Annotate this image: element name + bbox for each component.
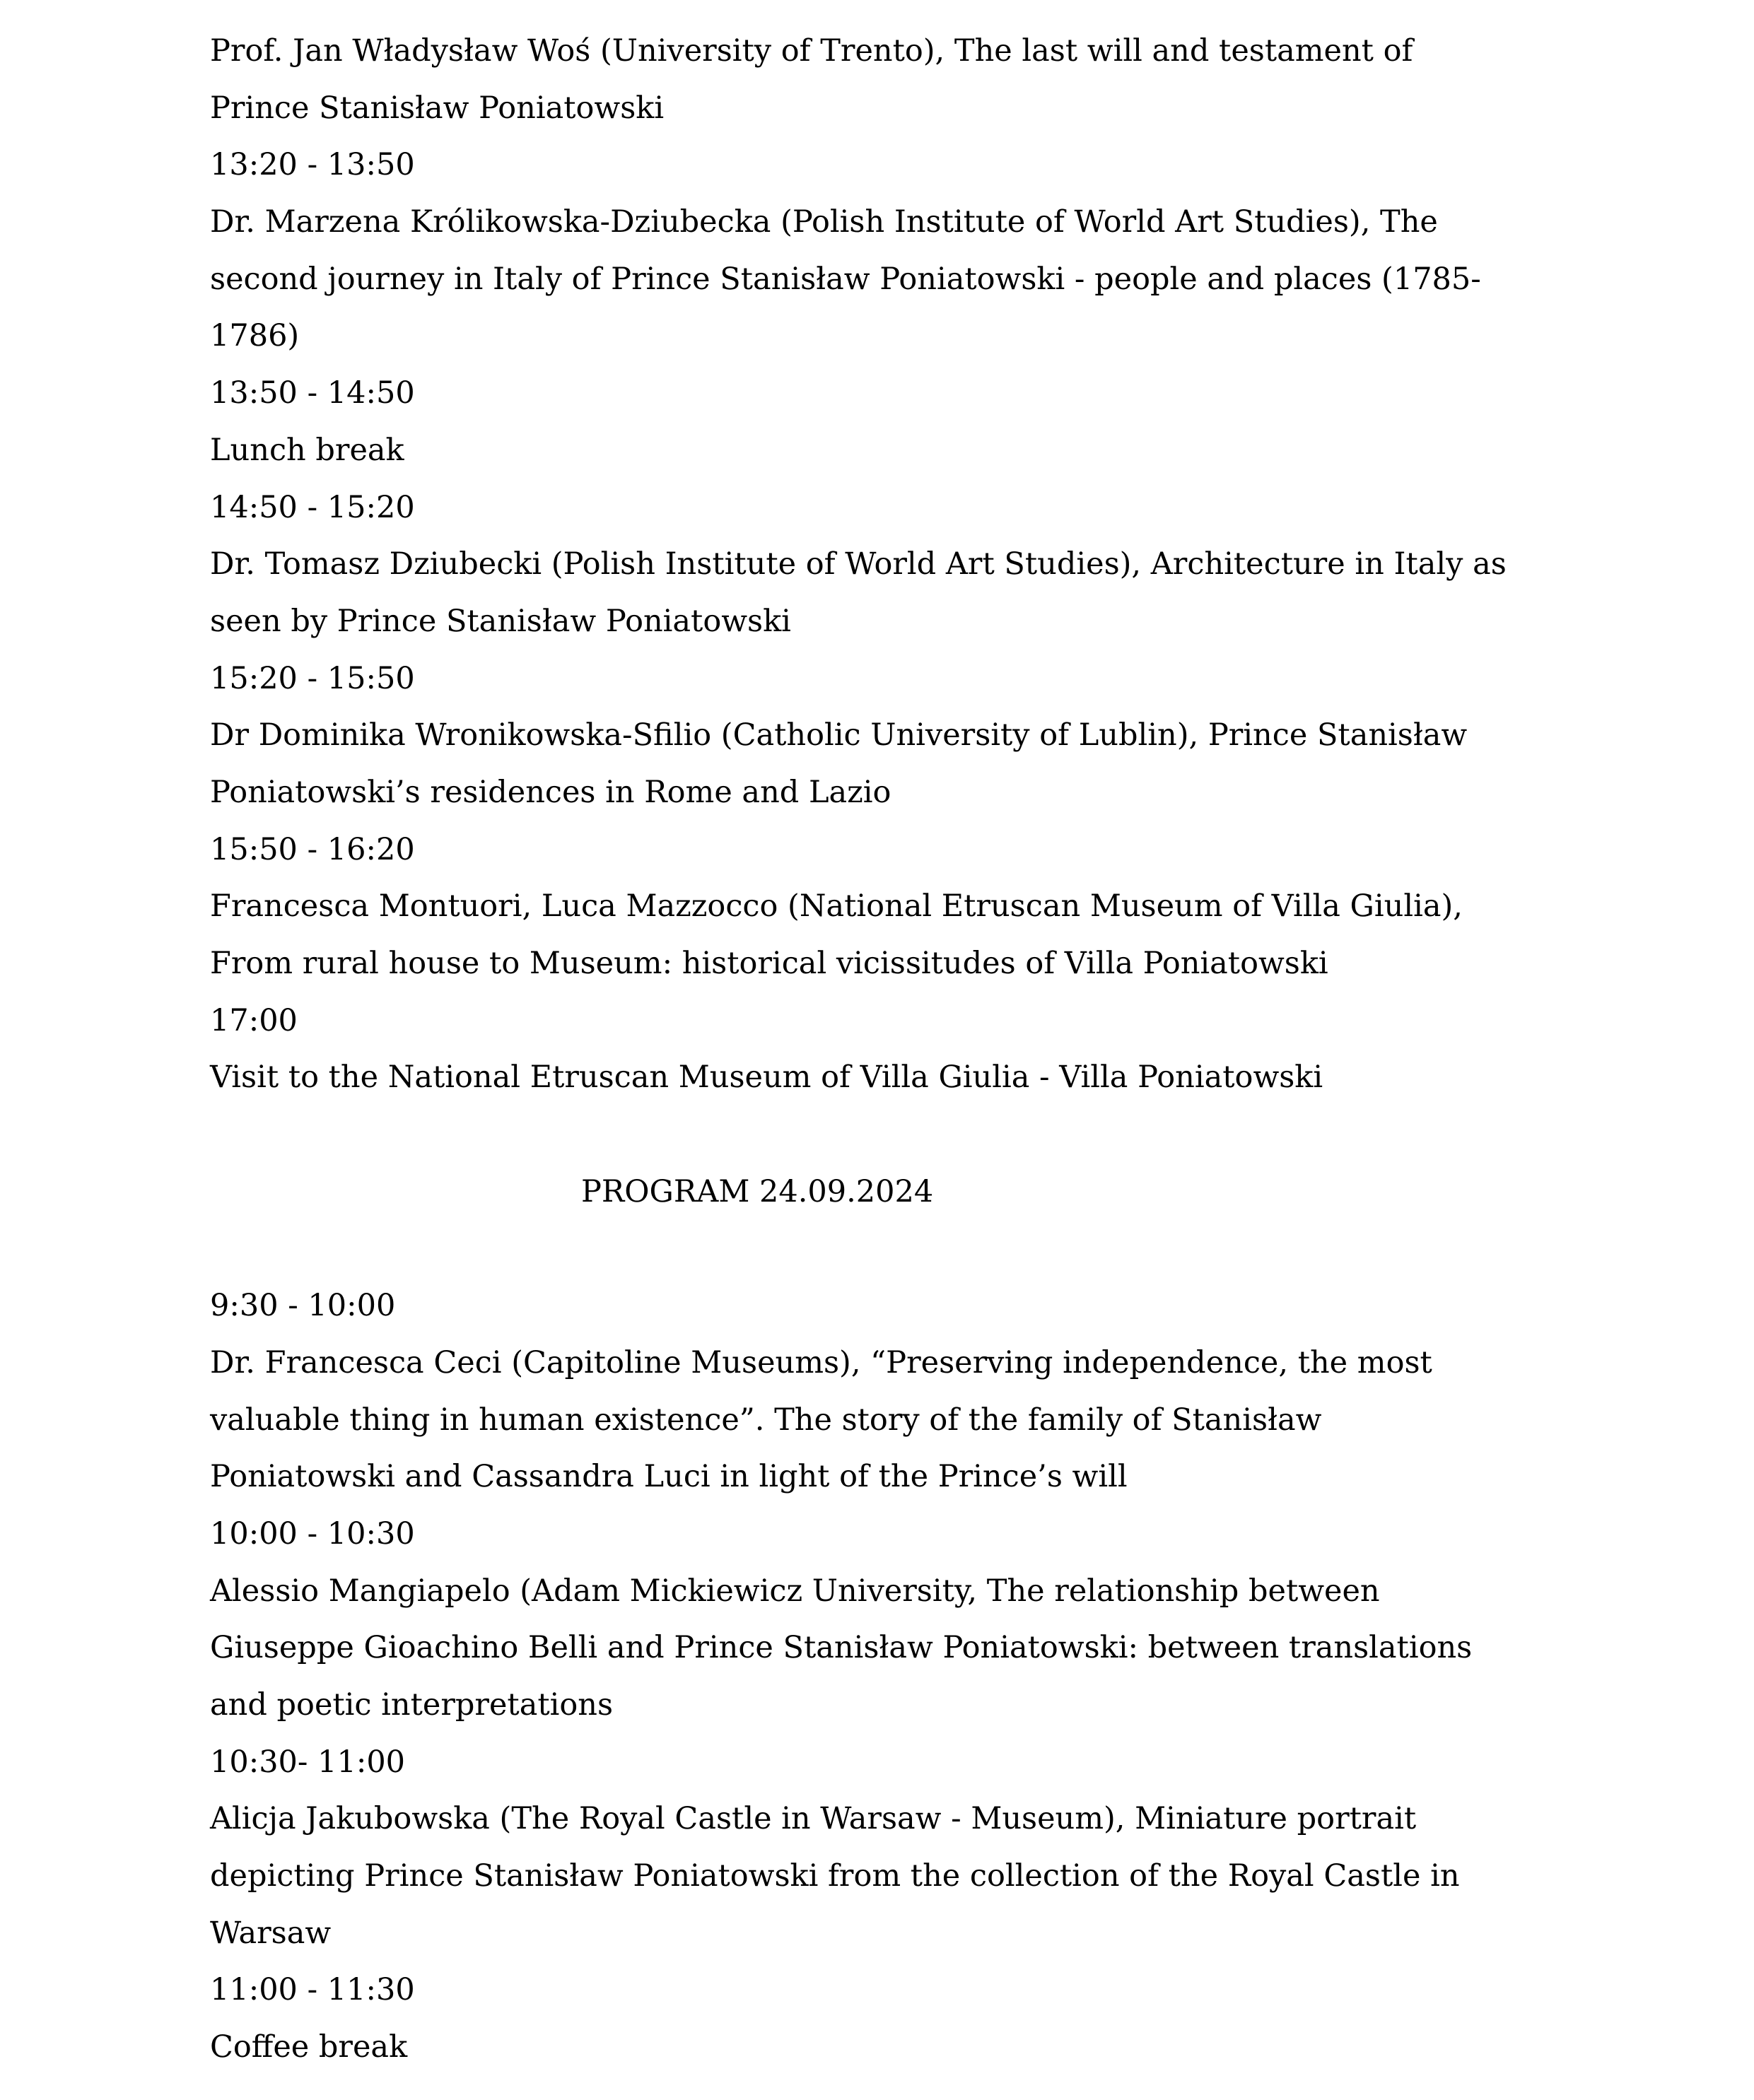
entry-text-line: Prof. Jan Władysław Woś (University of Trento), The last will and testament of [210,33,1413,69]
program-entry-ceci [210,1277,1624,1506]
entry-text-line: Giuseppe Gioachino Belli and Prince Stanisław Poniatowski: between translations [210,1630,1473,1666]
entry-text-line: Dr. Tomasz Dziubecki (Polish Institute of World Art Studies), Architecture in Italy as [210,546,1507,582]
entry-text-line: Dr Dominika Wronikowska-Sfilio (Catholic University of Lublin), Prince Stanisław [210,717,1468,753]
entry-time: 10:30- 11:00 [210,1744,406,1780]
program-entry-coffee-break [210,1961,1624,2075]
entry-text-line: Dr. Francesca Ceci (Capitoline Museums), “Preserving independence, the most [210,1344,1432,1380]
entry-time: 13:20 - 13:50 [210,147,415,183]
entry-text-line: Francesca Montuori, Luca Mazzocco (National Etruscan Museum of Villa Giulia), [210,888,1463,925]
entry-text-line: depicting Prince Stanisław Poniatowski from the collection of the Royal Castle in [210,1858,1460,1894]
spacer [210,1106,1624,1163]
program-entry-wos [210,23,1624,136]
program-entry-dziubecki [210,479,1624,650]
entry-text-line: valuable thing in human existence”. The story of the family of Stanisław [210,1402,1322,1438]
entry-time: 9:30 - 10:00 [210,1288,396,1324]
entry-time: 17:00 [210,1002,298,1038]
entry-text-line: Alessio Mangiapelo (Adam Mickiewicz University, The relationship between [210,1573,1380,1609]
entry-text-line: seen by Prince Stanisław Poniatowski [210,603,791,639]
entry-time: 14:50 - 15:20 [210,489,415,525]
entry-time: 15:50 - 16:20 [210,831,415,867]
program-entry-krolikowska [210,136,1624,365]
entry-text-line: and poetic interpretations [210,1687,614,1723]
entry-text-line: Warsaw [210,1915,332,1951]
day-heading: PROGRAM 24.09.2024 [581,1173,934,1209]
program-entry-montuori-mazzocco [210,821,1624,992]
entry-time: 11:00 - 11:30 [210,1972,415,2008]
entry-text-line: Poniatowski’s residences in Rome and Lazio [210,774,891,810]
entry-time: 10:00 - 10:30 [210,1515,415,1551]
entry-text-line: Dr. Marzena Królikowska-Dziubecka (Polish Institute of World Art Studies), The [210,204,1438,240]
entry-text-line: Alicja Jakubowska (The Royal Castle in Warsaw - Museum), Miniature portrait [210,1801,1417,1837]
entry-text-line: 1786) [210,318,300,354]
entry-time: 13:50 - 14:50 [210,375,415,411]
entry-text-line: second journey in Italy of Prince Stanisław Poniatowski - people and places (1785- [210,261,1481,297]
program-text [210,23,1624,2076]
spacer [210,1220,1624,1277]
entry-text-line: Coffee break [210,2029,408,2065]
entry-text-line: Visit to the National Etruscan Museum of Villa Giulia - Villa Poniatowski [210,1060,1323,1096]
program-entry-jakubowska [210,1734,1624,1962]
entry-text-line: Lunch break [210,432,404,468]
program-entry-museum-visit [210,992,1624,1106]
entry-text-line: Poniatowski and Cassandra Luci in light of the Prince’s will [210,1459,1128,1495]
entry-text-line: From rural house to Museum: historical vicissitudes of Villa Poniatowski [210,946,1328,981]
program-entry-mangiapelo [210,1506,1624,1734]
entry-text-line: Prince Stanisław Poniatowski [210,90,665,126]
program-entry-lunch-break [210,365,1624,479]
entry-time: 15:20 - 15:50 [210,660,415,696]
program-entry-wronikowska [210,650,1624,821]
